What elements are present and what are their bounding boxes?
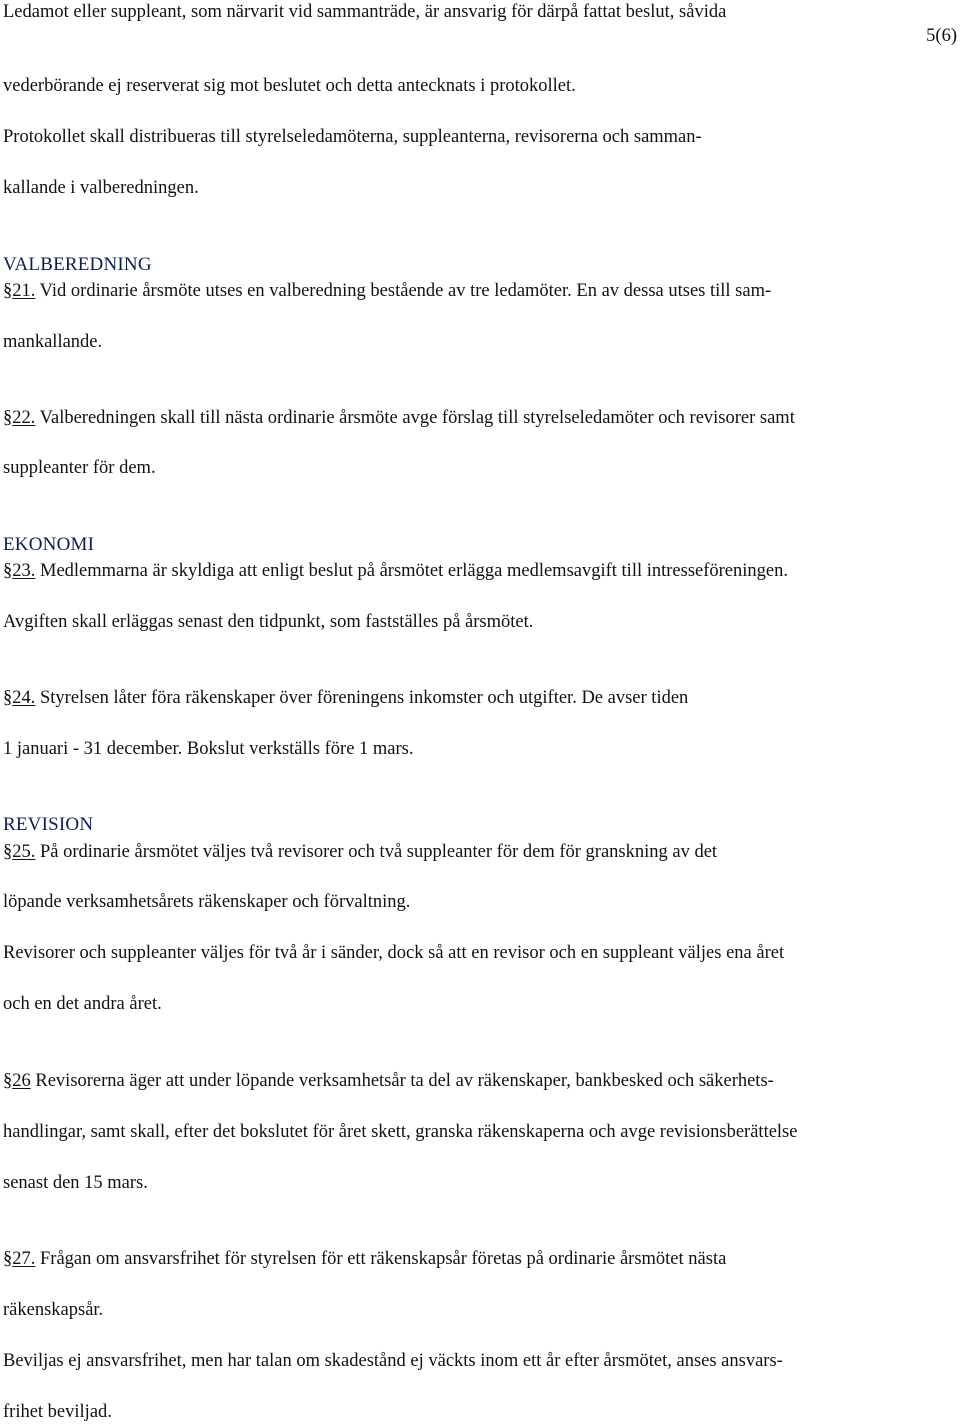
section-heading-ekonomi: EKONOMI	[3, 534, 95, 555]
paragraph-23-text: Medlemmarna är skyldiga att enligt beslut på årsmötet erlägga medlemsavgift till intresseföreningen.	[40, 561, 788, 581]
paragraph-25-text: På ordinarie årsmötet väljes två revisorer och två suppleanter för dem för granskning av det	[40, 842, 718, 862]
section-heading-revision: REVISION	[3, 814, 94, 835]
paragraph-25-line	[3, 840, 717, 864]
section-heading-valberedning: VALBEREDNING	[3, 254, 152, 275]
page-number: 5(6)	[926, 26, 957, 46]
text-line: Revisorer och suppleanter väljes för två år i sänder, dock så att en revisor och en suppleant väljes ena året	[3, 943, 785, 963]
text-line: kallande i valberedningen.	[3, 178, 199, 198]
paragraph-24-line	[3, 686, 688, 710]
section-number-23: 23.	[12, 561, 36, 581]
text-line: vederbörande ej reserverat sig mot beslutet och detta antecknats i protokollet.	[3, 76, 576, 96]
section-symbol: §	[3, 688, 13, 708]
paragraph-26-text: Revisorerna äger att under löpande verksamhetsår ta del av räkenskaper, bankbesked och säkerhets-	[35, 1071, 774, 1091]
paragraph-22-text: Valberedningen skall till nästa ordinarie årsmöte avge förslag till styrelseledamöter och revisorer samt	[39, 408, 795, 428]
paragraph-21-text: Vid ordinarie årsmöte utses en valberedning bestående av tre ledamöter. En av dessa utses till sam-	[39, 281, 772, 301]
section-symbol: §	[3, 408, 13, 428]
text-line: frihet beviljad.	[3, 1402, 112, 1422]
text-line: suppleanter för dem.	[3, 458, 156, 478]
section-number-22: 22.	[12, 408, 36, 428]
paragraph-27-text: Frågan om ansvarsfrihet för styrelsen för ett räkenskapsår företas på ordinarie årsmötet nästa	[40, 1249, 727, 1269]
text-line: och en det andra året.	[3, 994, 162, 1014]
text-line: handlingar, samt skall, efter det bokslutet för året skett, granska räkenskaperna och avge revisionsberättelse	[3, 1122, 798, 1142]
text-line: Protokollet skall distribueras till styrelseledamöterna, suppleanterna, revisorerna och samman-	[3, 127, 702, 147]
section-number-24: 24.	[12, 688, 36, 708]
section-number-27: 27.	[12, 1249, 36, 1269]
paragraph-21-line	[3, 279, 771, 303]
paragraph-22-line	[3, 406, 795, 430]
section-number-26: 26	[12, 1071, 31, 1091]
text-line: Avgiften skall erläggas senast den tidpunkt, som fastställes på årsmötet.	[3, 612, 534, 632]
paragraph-24-text: Styrelsen låter föra räkenskaper över föreningens inkomster och utgifter. De avser tiden	[40, 688, 689, 708]
text-line: Ledamot eller suppleant, som närvarit vid sammanträde, är ansvarig för därpå fattat beslut, såvida	[3, 2, 727, 22]
section-symbol: §	[3, 1071, 13, 1091]
paragraph-23-line	[3, 559, 788, 583]
section-symbol: §	[3, 842, 13, 862]
text-line: Beviljas ej ansvarsfrihet, men har talan om skadestånd ej väckts inom ett år efter årsmötet, anses ansvars-	[3, 1351, 783, 1371]
text-line: 1 januari - 31 december. Bokslut verkställs före 1 mars.	[3, 739, 414, 759]
text-line: senast den 15 mars.	[3, 1173, 148, 1193]
text-line: löpande verksamhetsårets räkenskaper och förvaltning.	[3, 892, 411, 912]
paragraph-26-line	[3, 1069, 774, 1093]
text-line: mankallande.	[3, 332, 103, 352]
text-line: räkenskapsår.	[3, 1300, 104, 1320]
section-symbol: §	[3, 281, 13, 301]
section-symbol: §	[3, 561, 13, 581]
section-symbol: §	[3, 1249, 13, 1269]
paragraph-27-line	[3, 1247, 726, 1271]
section-number-21: 21.	[12, 281, 36, 301]
section-number-25: 25.	[12, 842, 36, 862]
